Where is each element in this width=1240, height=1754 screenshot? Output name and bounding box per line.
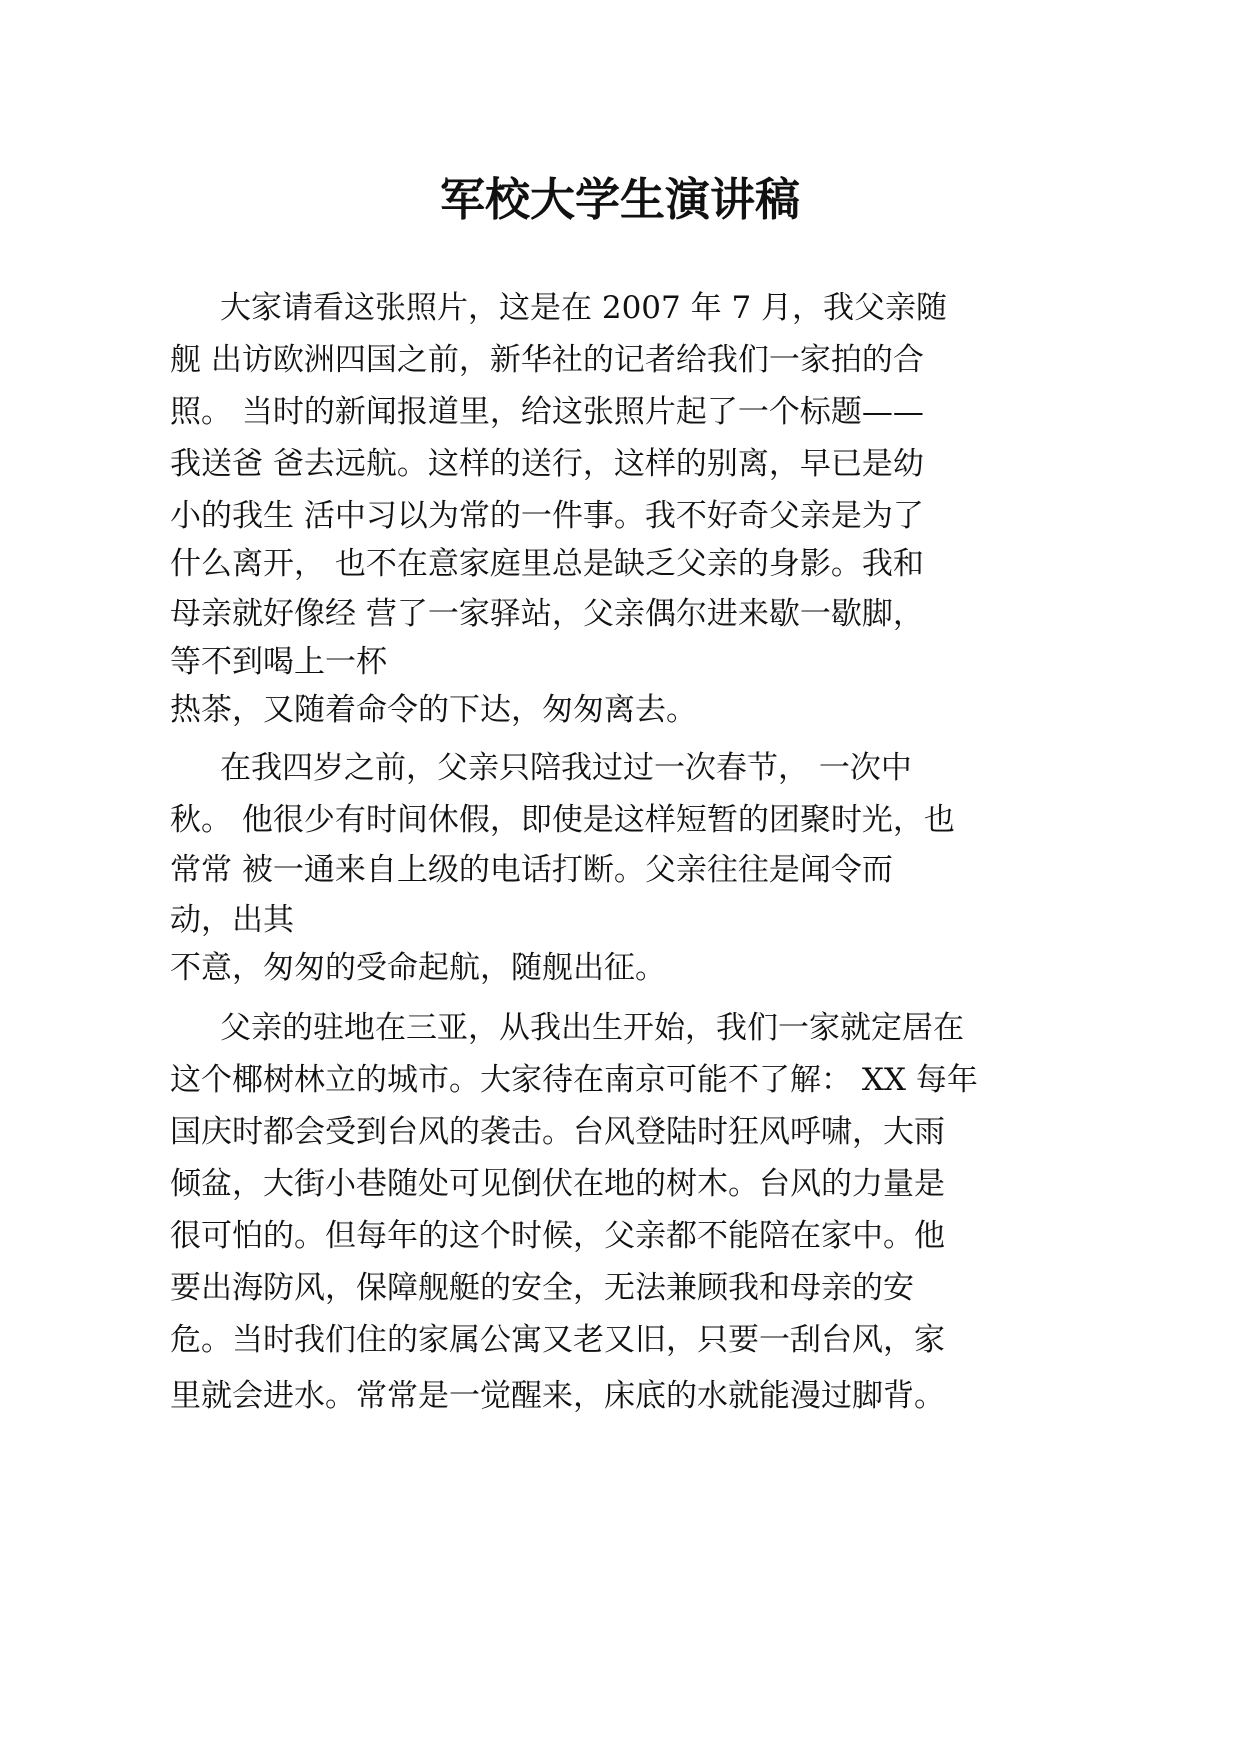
paragraph-2-line-2: 秋。 他很少有时间休假，即使是这样短暂的团聚时光，也	[170, 802, 955, 838]
paragraph-1-line-3: 照。 当时的新闻报道里，给这张照片起了一个标题——	[170, 394, 924, 430]
paragraph-2-line-4: 动，出其	[170, 902, 294, 938]
paragraph-1-line-8: 等不到喝上一杯	[170, 644, 387, 680]
paragraph-3-line-2: 这个椰树林立的城市。大家待在南京可能不了解： XX 每年	[170, 1062, 978, 1098]
paragraph-1-line-9: 热茶，又随着命令的下达，匆匆离去。	[170, 692, 697, 728]
paragraph-1-line-6: 什么离开， 也不在意家庭里总是缺乏父亲的身影。我和	[170, 546, 924, 582]
paragraph-3-line-3: 国庆时都会受到台风的袭击。台风登陆时狂风呼啸，大雨	[170, 1114, 945, 1150]
paragraph-2-line-3: 常常 被一通来自上级的电话打断。父亲往往是闻令而	[170, 852, 893, 888]
paragraph-1-line-5: 小的我生 活中习以为常的一件事。我不好奇父亲是为了	[170, 498, 924, 534]
paragraph-1-line-1: 大家请看这张照片，这是在 2007 年 7 月，我父亲随	[220, 290, 948, 326]
paragraph-2-line-1: 在我四岁之前，父亲只陪我过过一次春节， 一次中	[220, 750, 912, 786]
paragraph-3-line-7: 危。当时我们住的家属公寓又老又旧，只要一刮台风，家	[170, 1322, 945, 1358]
paragraph-2-line-5: 不意，匆匆的受命起航，随舰出征。	[170, 950, 666, 986]
paragraph-3-line-1: 父亲的驻地在三亚，从我出生开始，我们一家就定居在	[220, 1010, 964, 1046]
document-title: 军校大学生演讲稿	[439, 173, 800, 226]
paragraph-3-line-4: 倾盆，大街小巷随处可见倒伏在地的树木。台风的力量是	[170, 1166, 945, 1202]
paragraph-1-line-7: 母亲就好像经 营了一家驿站，父亲偶尔进来歇一歇脚，	[170, 596, 924, 632]
paragraph-3-line-6: 要出海防风，保障舰艇的安全，无法兼顾我和母亲的安	[170, 1270, 914, 1306]
paragraph-3-line-5: 很可怕的。但每年的这个时候，父亲都不能陪在家中。他	[170, 1218, 945, 1254]
paragraph-1-line-4: 我送爸 爸去远航。这样的送行，这样的别离，早已是幼	[170, 446, 924, 482]
paragraph-3-line-8: 里就会进水。常常是一觉醒来，床底的水就能漫过脚背。	[170, 1378, 945, 1414]
paragraph-1-line-2: 舰 出访欧洲四国之前，新华社的记者给我们一家拍的合	[170, 342, 924, 378]
